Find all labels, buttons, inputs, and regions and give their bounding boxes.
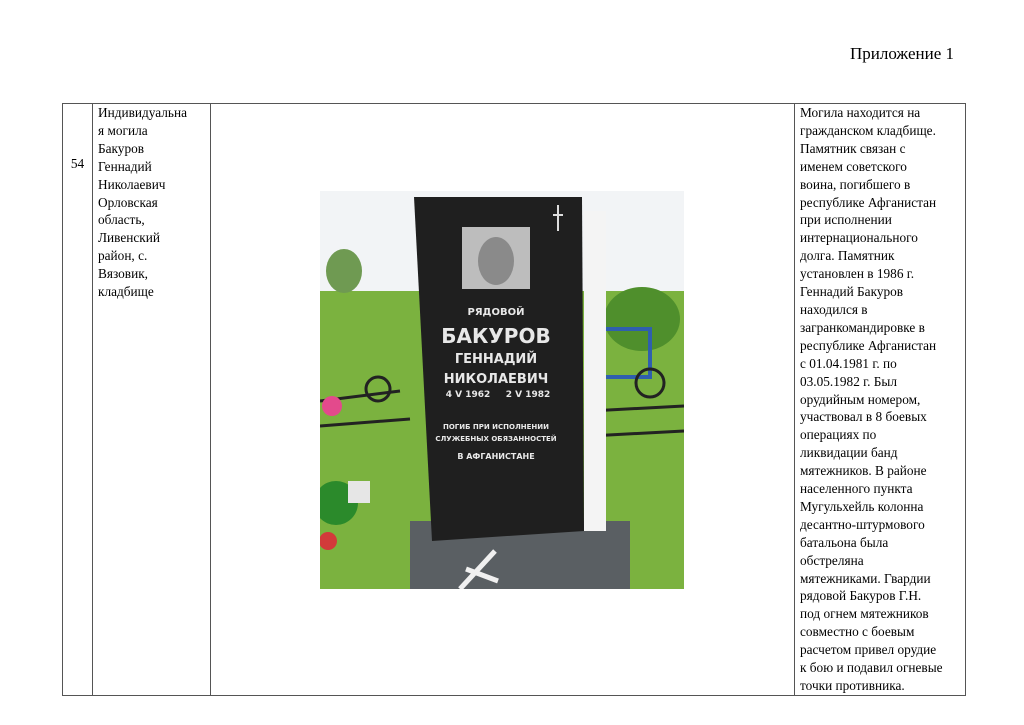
record-number-cell <box>63 104 93 696</box>
photo-rank: РЯДОВОЙ <box>467 307 525 318</box>
photo-death-date: 2 V 1982 <box>505 390 551 400</box>
description-line: именем советского <box>800 158 907 174</box>
description-line: мятежников. В районе <box>800 463 927 479</box>
description-line: республике Афганистан <box>800 337 937 353</box>
description-line: находился в <box>800 301 868 317</box>
grave-name-line: Бакуров <box>98 140 145 156</box>
photo-vase <box>348 481 370 503</box>
photo-epitaph: СЛУЖЕБНЫХ ОБЯЗАННОСТЕЙ <box>435 435 557 443</box>
description-line: 03.05.1982 г. Был <box>800 373 897 389</box>
grave-photo <box>320 191 684 589</box>
grave-name-line: район, с. <box>98 248 148 264</box>
description-line: республике Афганистан <box>800 194 937 210</box>
description-line: воина, погибшего в <box>800 176 911 192</box>
description-line: участвовал в 8 боевых <box>800 409 927 425</box>
photo-surname: БАКУРОВ <box>441 324 551 348</box>
grave-name-line: область, <box>98 212 145 228</box>
grave-photo-illustration <box>320 191 684 589</box>
grave-name-line: Геннадий <box>98 158 152 174</box>
grave-name-line: Ливенский <box>98 230 160 246</box>
description-line: обстреляна <box>800 552 864 568</box>
description-line: операциях по <box>800 427 877 443</box>
description-line: под огнем мятежников <box>800 606 929 622</box>
grave-name-line: я могила <box>98 122 148 138</box>
description-line: мятежниками. Гвардии <box>800 570 931 586</box>
description-line: с 01.04.1981 г. по <box>800 355 897 371</box>
photo-tree <box>326 249 362 293</box>
description-line: батальона была <box>800 534 889 550</box>
description-line: установлен в 1986 г. <box>800 266 915 282</box>
description-line: долга. Памятник <box>800 248 895 264</box>
description-line: интернационального <box>800 230 918 246</box>
grave-name-line: кладбище <box>98 284 154 300</box>
photo-stone-side <box>584 211 606 531</box>
photo-epitaph: ПОГИБ ПРИ ИСПОЛНЕНИИ <box>442 423 550 431</box>
grave-name-cell <box>93 104 211 696</box>
description-line: загранкомандировке в <box>800 319 925 335</box>
photo-birth-date: 4 V 1962 <box>445 390 491 400</box>
photo-patronymic: НИКОЛАЕВИЧ <box>443 372 549 387</box>
photo-cell <box>211 104 795 696</box>
description-line: расчетом привел орудие <box>800 642 937 658</box>
photo-flowers <box>322 396 342 416</box>
grave-name-line: Орловская <box>98 194 158 210</box>
memorial-table <box>62 103 966 696</box>
table-row <box>63 104 966 696</box>
description-line: точки противника. <box>800 678 905 693</box>
appendix-label: Приложение 1 <box>850 44 954 63</box>
grave-name-line: Вязовик, <box>98 266 148 282</box>
grave-name-line: Индивидуальна <box>98 105 187 120</box>
description-line: гражданском кладбище. <box>800 122 936 138</box>
description-line: Памятник связан с <box>800 140 906 156</box>
photo-tree <box>604 287 680 351</box>
description-line: десантно-штурмового <box>800 516 925 532</box>
description-line: орудийным номером, <box>800 391 921 407</box>
description-cell <box>795 104 966 696</box>
photo-first-name: ГЕННАДИЙ <box>454 352 538 367</box>
description-line: совместно с боевым <box>800 624 915 640</box>
grave-name-line: Николаевич <box>98 176 166 192</box>
description-line: Могила находится на <box>800 105 921 120</box>
photo-portrait-face <box>478 237 514 285</box>
description-line: населенного пункта <box>800 481 913 497</box>
description-line: ликвидации банд <box>800 445 898 461</box>
photo-epitaph: В АФГАНИСТАНЕ <box>457 452 535 461</box>
record-number: 54 <box>70 156 85 171</box>
description-line: Мугульхейль колонна <box>800 498 924 514</box>
description-line: к бою и подавил огневые <box>800 660 943 676</box>
description-line: рядовой Бакуров Г.Н. <box>800 588 922 604</box>
description-line: Геннадий Бакуров <box>800 284 904 300</box>
description-line: при исполнении <box>800 212 892 228</box>
